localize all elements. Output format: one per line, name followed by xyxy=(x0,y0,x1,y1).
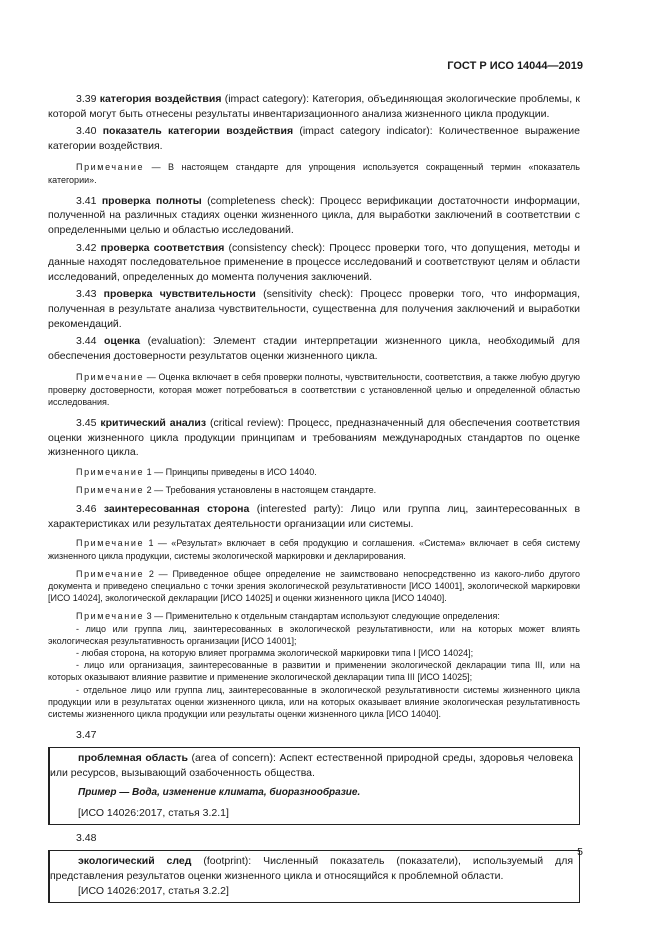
list-item: - лицо или организация, заинтересованные в развитии и применении экологической декларации типа III, или на которых оказывают влияние развитие и применение экологической декларации типа III [ИСО 14025]; xyxy=(48,660,580,683)
note-3-45-1: Примечание 1 — Принципы приведены в ИСО 14040. xyxy=(76,466,317,477)
term-name: экологический след xyxy=(78,855,192,868)
term-box-3-48 xyxy=(48,850,580,902)
note-3-46-1: Примечание 1 — «Результат» включает в себя продукцию и соглашения. «Система» включает в себя систему жизненного цикла продукции, системы экологической маркировки и декларирования. xyxy=(48,538,580,561)
note-3-45-2: Примечание 2 — Требования установлены в настоящем стандарте. xyxy=(76,484,377,495)
term-number-3-48: 3.48 xyxy=(76,832,97,845)
list-item: - любая сторона, на которую влияет программа экологической маркировки типа I [ИСО 14024]; xyxy=(76,647,474,658)
term-name: критический анализ xyxy=(100,416,207,429)
note-3-40: Примечание — В настоящем стандарте для упрощения используется сокращенный термин «показатель категории». xyxy=(48,162,580,185)
term-3-41: 3.41 проверка полноты (completeness check): Процесс верификации достаточности информации, полученной на различных стадиях оценки жизненного цикла, для выработки заключений в соответствии с определенными целью и областью исследований. xyxy=(48,194,580,236)
note-3-44: Примечание — Оценка включает в себя проверки полноты, чувствительности, соответствия, а также любую другую проверку достоверности, которая может потребоваться в соответствии с установленной целью и определенной областью исследования. xyxy=(48,372,580,407)
term-name: проблемная область xyxy=(78,752,188,765)
term-name: показатель категории воздействия xyxy=(102,125,294,138)
term-name: категория воздействия xyxy=(99,93,222,105)
term-3-48: экологический след (footprint): Численный показатель (показатели), используемый для представления результатов оценки жизненного цикла и относящийся к проблемной области. xyxy=(50,855,574,882)
term-name: оценка xyxy=(103,335,141,348)
term-box-3-47 xyxy=(48,747,580,825)
term-3-46: 3.46 заинтересованная сторона (interested party): Лицо или группа лиц, заинтересованных в характеристиках или результатах деятельности организации или системы. xyxy=(48,503,581,530)
term-3-44: 3.44 оценка (evaluation): Элемент стадии интерпретации жизненного цикла, необходимый для обеспечения достоверности результатов оценки жизненного цикла. xyxy=(48,335,580,362)
note-3-46-3: Примечание 3 — Применительно к отдельным стандартам используют следующие определения: xyxy=(76,611,500,622)
term-3-43: 3.43 проверка чувствительности (sensitivity check): Процесс проверки того, что информация, полученная в результате анализа чувствительности, существенна для получения заключений и выработки рекомендаций. xyxy=(48,288,581,330)
page-number: 5 xyxy=(577,846,583,858)
example: Пример — Вода, изменение климата, биоразнообразие. xyxy=(78,787,361,799)
term-3-45: 3.45 критический анализ (critical review): Процесс, предназначенный для обеспечения соответствия оценки жизненного цикла продукции принципам и требованиям международных стандартов по оценке жизненного цикла. xyxy=(48,416,580,459)
source-reference: [ИСО 14026:2017, статья 3.2.2] xyxy=(78,884,229,897)
term-name: проверка полноты xyxy=(101,194,202,207)
term-3-39: 3.39 категория воздействия (impact category): Категория, объединяющая экологические проблемы, к которой могут быть отнесены результаты инвентаризационного анализа жизненного цикла продукции. xyxy=(48,93,580,120)
term-3-42: 3.42 проверка соответствия (consistency check): Процесс проверки того, что допущения, методы и данные находят последовательное применение в процессе исследований и соответствуют целям и области исследований, определенных до момента получения заключений. xyxy=(48,241,580,283)
term-3-47: проблемная область (area of concern): Аспект естественной природной среды, здоровья человека или ресурсов, вызывающий озабоченность общества. xyxy=(50,752,573,779)
term-number-3-47: 3.47 xyxy=(76,729,97,742)
note-3-46-2: Примечание 2 — Приведенное общее определение не заимствовано непосредственно из какого-либо другого документа и приведено специально с точки зрения экологической результативности [ИСО 14001], экологической маркировки [ИСО 14024], экологической декларации [ИСО 14025] и оценки жизненного цикла [ИСО 14040]. xyxy=(48,568,580,604)
list-item: - лицо или группа лиц, заинтересованных в экологической результативности, или на которых может влиять экологическая результативность организации [ИСО 14001]; xyxy=(48,623,580,646)
term-name: заинтересованная сторона xyxy=(103,503,250,516)
term-name: проверка чувствительности xyxy=(103,288,256,301)
term-3-40: 3.40 показатель категории воздействия (impact category indicator): Количественное выражение категории воздействия. xyxy=(48,125,581,152)
source-reference: [ИСО 14026:2017, статья 3.2.1] xyxy=(78,807,229,820)
document-header: ГОСТ Р ИСО 14044—2019 xyxy=(447,60,583,72)
list-item: - отдельное лицо или группа лиц, заинтересованные в экологической результативности системы жизненного цикла продукции или в результатах оценки жизненного цикла, или на которых оказывает влияние экологическая результативность системы жизненного цикла продукции или результаты оценки жизненного цикла [ИСО 14040]. xyxy=(48,684,580,719)
document-body xyxy=(48,92,580,903)
term-name: проверка соответствия xyxy=(100,241,225,254)
